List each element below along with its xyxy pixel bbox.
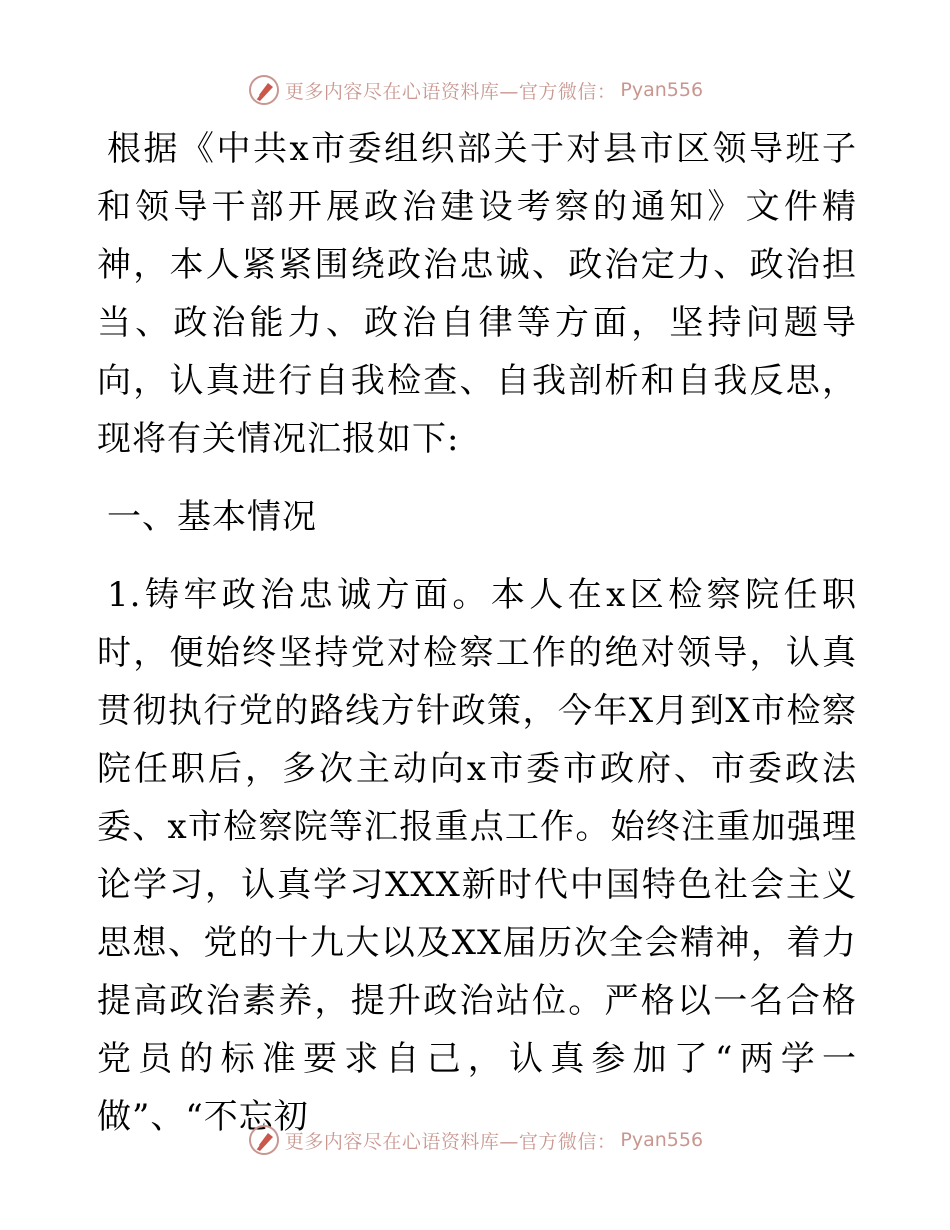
intro-paragraph: 根据《中共x市委组织部关于对县市区领导班子和领导干部开展政治建设考察的通知》文件精神，本人紧紧围绕政治忠诚、政治定力、政治担当、政治能力、政治自律等方面，坚持问题导向，认真进行自我检查、自我剖析和自我反思，现将有关情况汇报如下: (97, 129, 857, 459)
watermark-wechat-id: Pyan556 (620, 79, 704, 101)
pen-nib-logo-icon (247, 73, 281, 107)
section-heading: 一、基本情况 (107, 497, 317, 537)
pen-nib-logo-icon (247, 1123, 281, 1157)
header-watermark (0, 70, 950, 110)
document-body (97, 120, 857, 1146)
watermark-brand-text: 更多内容尽在心语资料库—官方微信： (284, 1130, 617, 1153)
section-1-paragraph: 1.铸牢政治忠诚方面。本人在x区检察院任职时，便始终坚持党对检察工作的绝对领导，认真贯彻执行党的路线方针政策，今年X月到X市检察院任职后，多次主动向x市委市政府、市委政法委、x市检察院等汇报重点工作。始终注重加强理论学习，认真学习XXX新时代中国特色社会主义思想、党的十九大以及XX届历次全会精神，着力提高政治素养，提升政治站位。严格以一名合格党员的标准要求自己，认真参加了“两学一做”、“不忘初 (97, 575, 857, 1137)
watermark-brand-text: 更多内容尽在心语资料库—官方微信： (284, 80, 617, 103)
watermark-wechat-id: Pyan556 (620, 1129, 704, 1151)
footer-watermark (0, 1120, 950, 1160)
